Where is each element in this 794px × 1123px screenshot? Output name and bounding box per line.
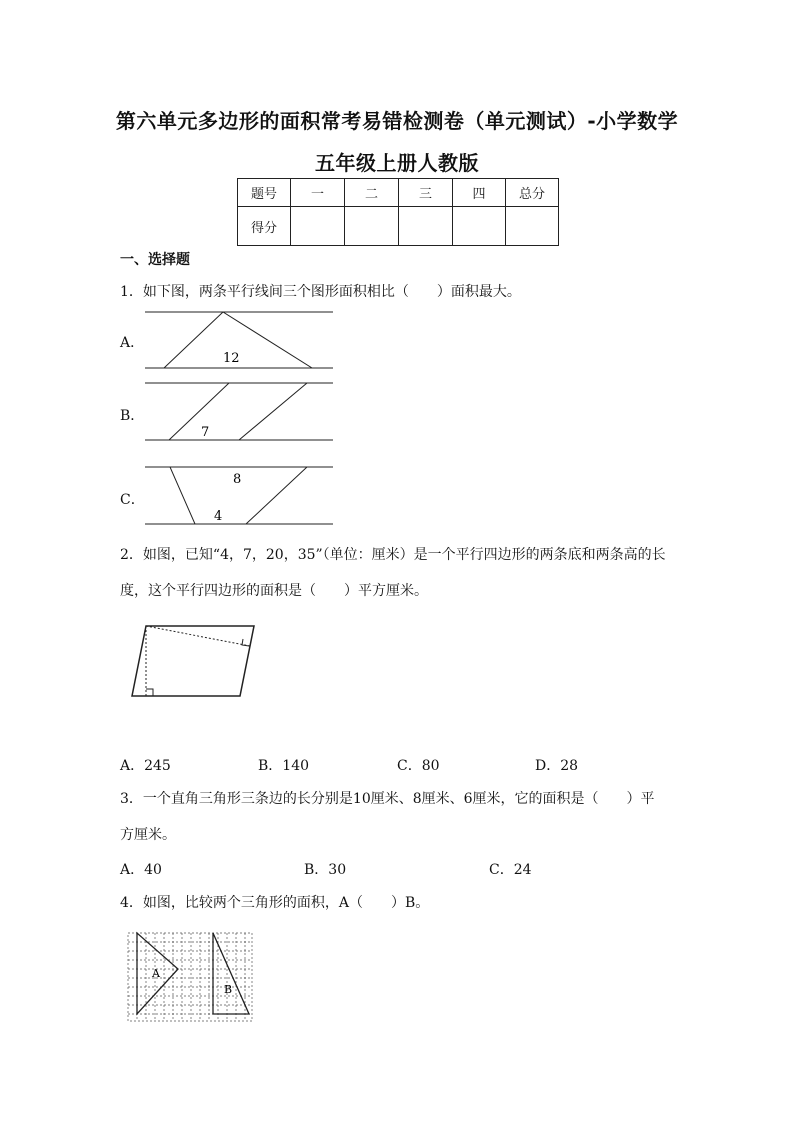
question-3-line1: 3．一个直角三角形三条边的长分别是10厘米、8厘米、6厘米，它的面积是（ ）平: [120, 791, 655, 807]
q2-option-a: A．245: [120, 758, 171, 774]
score-header-cell: 总分: [506, 179, 559, 207]
q1-label-c: C．: [120, 492, 145, 508]
section-heading: 一、选择题: [120, 252, 190, 268]
question-2-line1: 2．如图，已知“4，7，20，35”（单位：厘米）是一个平行四边形的两条底和两条高的长: [120, 547, 666, 563]
q2-parallelogram-figure: [132, 626, 254, 696]
page-title: 第六单元多边形的面积常考易错检测卷（单元测试）-小学数学: [115, 109, 679, 133]
q1-fig-b-base-label: 7: [201, 425, 210, 440]
q1-fig-c-top-label: 8: [233, 472, 242, 487]
question-2-line2: 度，这个平行四边形的面积是（ ）平方厘米。: [120, 583, 428, 599]
score-row-label: 得分: [238, 207, 291, 246]
page-subtitle: 五年级上册人教版: [315, 151, 479, 175]
q1-fig-a-base-label: 12: [223, 351, 240, 366]
q4-triangle-a-label: A: [152, 967, 160, 980]
q4-triangle-b-label: B: [224, 983, 233, 996]
score-header-cell: 三: [399, 179, 453, 207]
q1-figure-c: [145, 467, 333, 524]
q1-label-b: B．: [120, 408, 145, 424]
q4-grid-figure: [128, 933, 252, 1021]
question-4-text: 4．如图，比较两个三角形的面积，A（ ）B。: [120, 895, 430, 911]
q1-figure-a: [145, 312, 333, 368]
q1-figure-b: [145, 383, 333, 440]
question-1-text: 1．如下图，两条平行线间三个图形面积相比（ ）面积最大。: [120, 284, 521, 300]
q2-option-c: C．80: [397, 758, 440, 774]
score-header-cell: 四: [453, 179, 506, 207]
q1-fig-c-bottom-label: 4: [214, 509, 223, 524]
score-header-cell: 一: [291, 179, 345, 207]
score-header-cell: 题号: [238, 179, 291, 207]
q3-option-b: B．30: [304, 862, 347, 878]
q3-option-c: C．24: [489, 862, 532, 878]
question-3-line2: 方厘米。: [120, 827, 176, 843]
q2-option-d: D．28: [535, 758, 579, 774]
q2-option-b: B．140: [258, 758, 310, 774]
q1-label-a: A．: [120, 335, 145, 351]
q3-option-a: A．40: [120, 862, 162, 878]
score-header-cell: 二: [345, 179, 399, 207]
